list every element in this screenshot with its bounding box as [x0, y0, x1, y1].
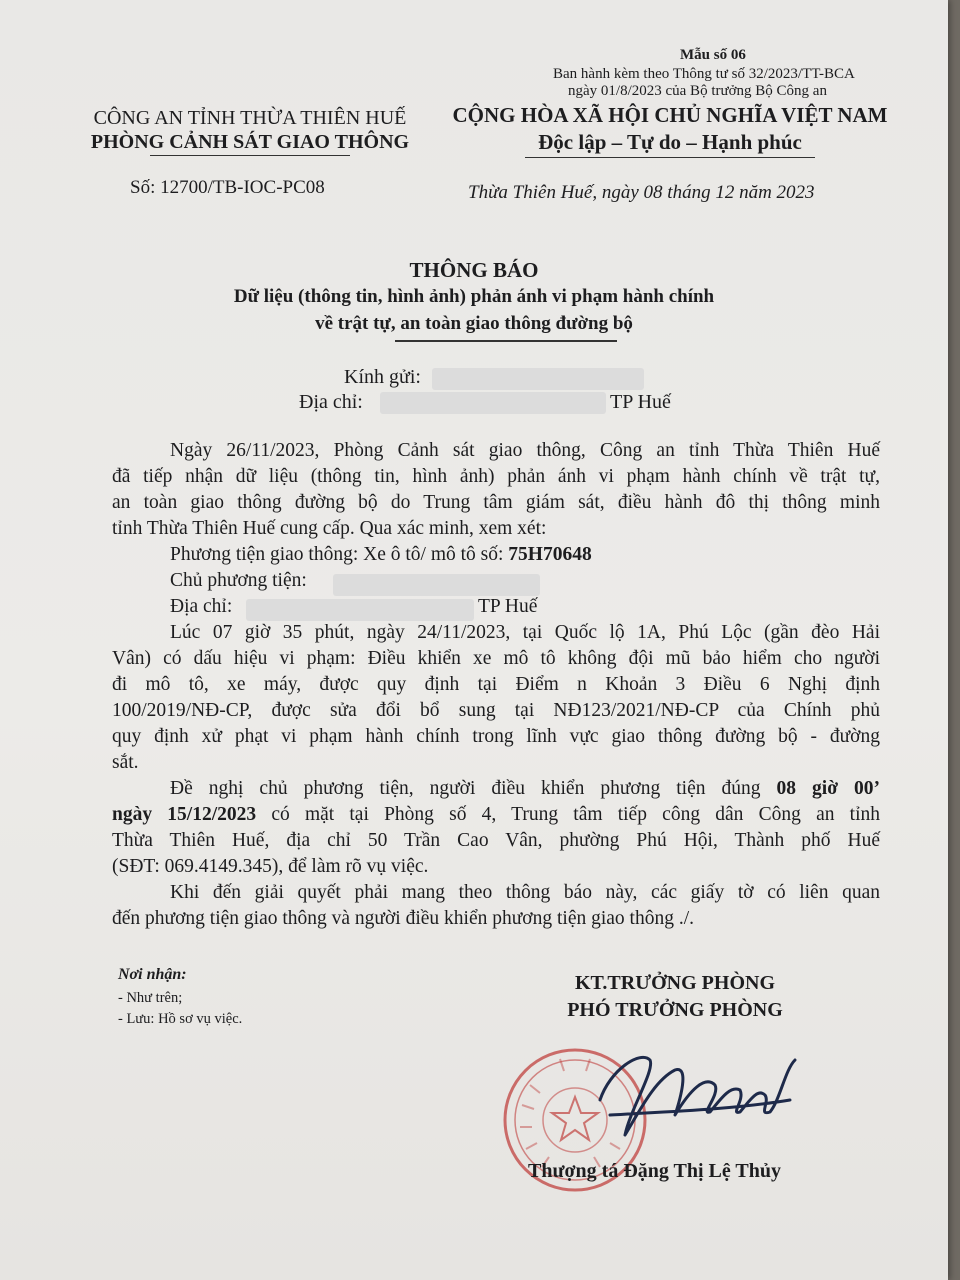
motto-underline — [525, 157, 815, 158]
agency-name: PHÒNG CẢNH SÁT GIAO THÔNG — [90, 131, 410, 153]
paragraph-line: đến phương tiện giao thông và người điều khiển phương tiện giao thông ./. — [112, 908, 695, 929]
national-motto: Độc lập – Tự do – Hạnh phúc — [538, 130, 802, 154]
document-number: Số: 12700/TB-IOC-PC08 — [130, 177, 325, 198]
paragraph-line: Vân) có dấu hiệu vi phạm: Điều khiển xe mô tô không đội mũ bảo hiểm cho người — [112, 648, 880, 669]
address-city: TP Huế — [610, 391, 671, 413]
paragraph-text: Đề nghị chủ phương tiện, người điều khiển phương tiện đúng — [170, 778, 761, 799]
paragraph-line: Lúc 07 giờ 35 phút, ngày 24/11/2023, tại Quốc lộ 1A, Phú Lộc (gần đèo Hải — [170, 622, 880, 643]
address-label: Địa chỉ: — [299, 391, 363, 413]
recipient-item: - Như trên; — [118, 990, 183, 1006]
paragraph-line: đi mô tô, xe máy, được quy định tại Điểm n Khoản 3 Điều 6 Nghị định — [112, 674, 880, 695]
paragraph-line: Khi đến giải quyết phải mang theo thông báo này, các giấy tờ có liên quan — [170, 882, 880, 903]
title-underline — [395, 340, 617, 342]
paragraph-line: (SĐT: 069.4149.345), để làm rõ vụ việc. — [112, 856, 429, 877]
paragraph-line: đã tiếp nhận dữ liệu (thông tin, hình ảnh) phản ánh vi phạm hành chính về trật tự, — [112, 466, 880, 487]
paragraph-line: sắt. — [112, 752, 139, 773]
issued-with: Ban hành kèm theo Thông tư số 32/2023/TT-BCA — [553, 66, 855, 82]
agency-underline — [150, 155, 350, 156]
agency-parent: CÔNG AN TỈNH THỪA THIÊN HUẾ — [93, 107, 407, 129]
appointment-time: 08 giờ 00’ — [776, 778, 880, 799]
appointment-date: ngày 15/12/2023 — [112, 804, 257, 825]
redacted-address — [380, 392, 606, 414]
vehicle-plate: 75H70648 — [508, 544, 592, 565]
redacted-owner — [333, 574, 540, 596]
paragraph-line: Thừa Thiên Huế, địa chỉ 50 Trần Cao Vân, phường Phú Hội, Thành phố Huế — [112, 830, 880, 851]
issued-date: ngày 01/8/2023 của Bộ trưởng Bộ Công an — [568, 83, 827, 99]
recipients-heading: Nơi nhận: — [118, 966, 187, 983]
document-subtitle-line2: về trật tự, an toàn giao thông đường bộ — [315, 313, 633, 334]
paragraph-text: có mặt tại Phòng số 4, Trung tâm tiếp công dân Công an tỉnh — [271, 804, 881, 825]
handwritten-signature — [580, 1040, 810, 1150]
signer-title-1: KT.TRƯỞNG PHÒNG — [575, 972, 775, 994]
vehicle-label: Phương tiện giao thông: Xe ô tô/ mô tô số: — [170, 544, 509, 565]
redacted-recipient — [432, 368, 644, 390]
paragraph-line: an toàn giao thông đường bộ do Trung tâm giám sát, điều hành đô thị thông minh — [112, 492, 880, 513]
paragraph-line: Ngày 26/11/2023, Phòng Cảnh sát giao thông, Công an tỉnh Thừa Thiên Huế — [170, 440, 880, 461]
paragraph-line — [112, 804, 880, 826]
signer-name: Thượng tá Đặng Thị Lệ Thủy — [528, 1160, 781, 1182]
owner-address-city: TP Huế — [478, 596, 538, 617]
paragraph-line: quy định xử phạt vi phạm hành chính trong lĩnh vực giao thông đường bộ - đường — [112, 726, 880, 747]
owner-address-label: Địa chỉ: — [170, 596, 233, 617]
paragraph-line — [112, 778, 880, 800]
place-date: Thừa Thiên Huế, ngày 08 tháng 12 năm 2023 — [468, 182, 815, 203]
owner-label: Chủ phương tiện: — [170, 570, 307, 591]
vehicle-line — [170, 544, 592, 566]
document-title: THÔNG BÁO — [409, 258, 539, 282]
paragraph-line: 100/2019/NĐ-CP, được sửa đổi bổ sung tại NĐ123/2021/NĐ-CP của Chính phủ — [112, 700, 880, 721]
document-subtitle-line1: Dữ liệu (thông tin, hình ảnh) phản ánh vi phạm hành chính — [233, 286, 715, 307]
paragraph-line: tỉnh Thừa Thiên Huế cung cấp. Qua xác minh, xem xét: — [112, 518, 547, 539]
signer-title-2: PHÓ TRƯỞNG PHÒNG — [567, 999, 783, 1021]
recipient-label: Kính gửi: — [344, 366, 421, 388]
redacted-owner-address — [246, 599, 474, 621]
national-title: CỘNG HÒA XÃ HỘI CHỦ NGHĨA VIỆT NAM — [452, 103, 888, 127]
form-number: Mẫu số 06 — [680, 47, 746, 63]
recipient-item: - Lưu: Hồ sơ vụ việc. — [118, 1011, 243, 1027]
